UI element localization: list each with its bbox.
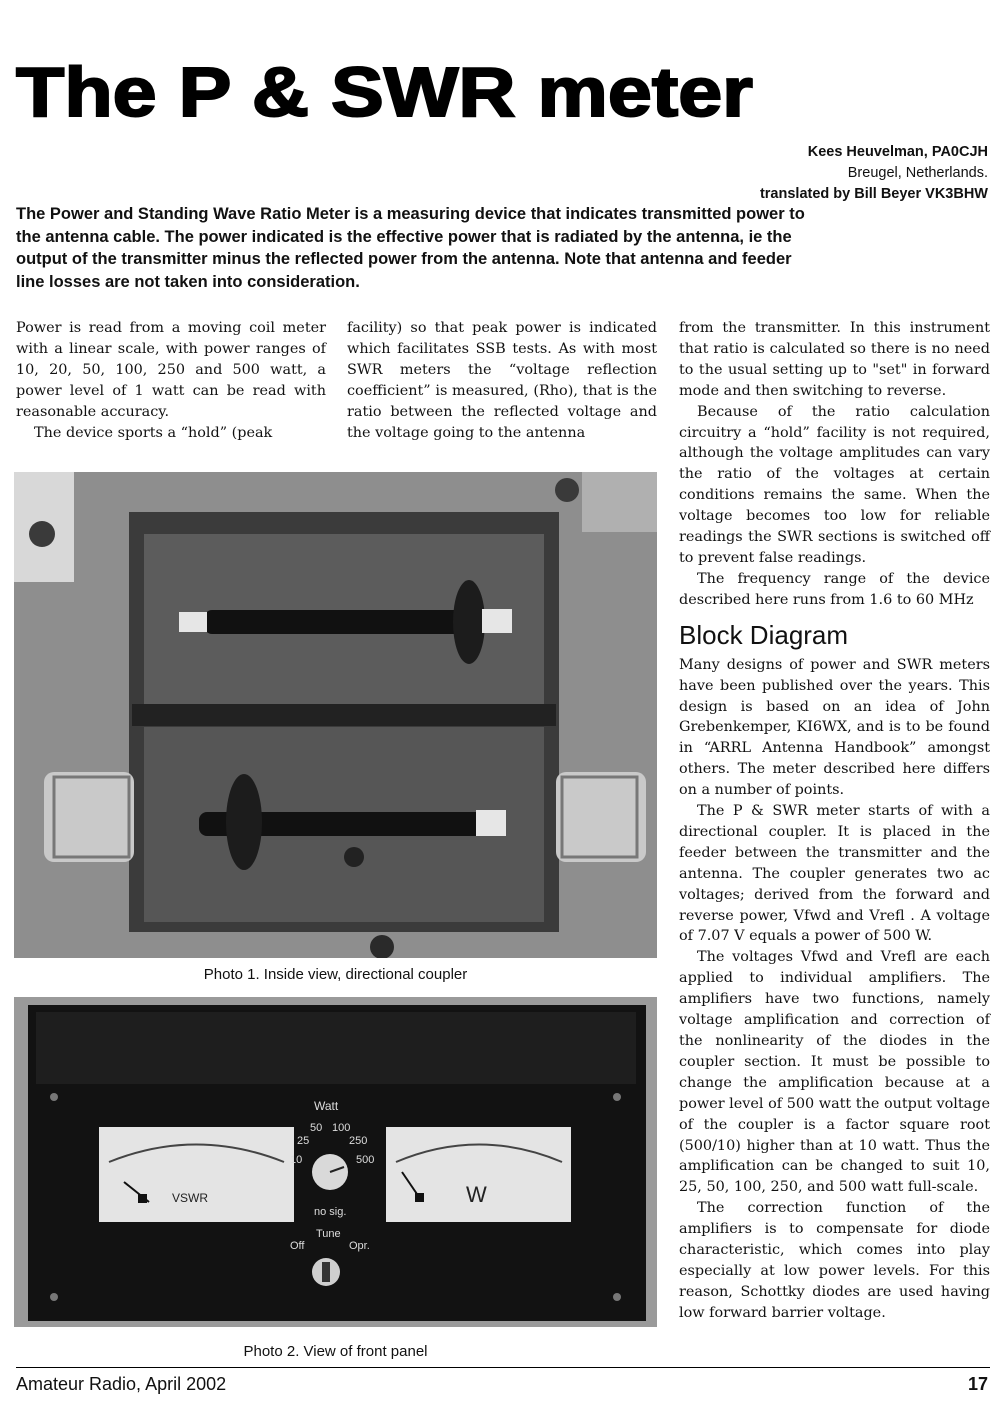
coupler-photo-image xyxy=(14,472,657,958)
author: Kees Heuvelman, PA0CJH xyxy=(807,144,988,160)
range-50: 50 xyxy=(310,1122,323,1134)
range-250: 250 xyxy=(349,1135,368,1147)
byline xyxy=(760,142,988,205)
range-25: 25 xyxy=(297,1135,310,1147)
range-500: 500 xyxy=(356,1154,375,1166)
paragraph: The correction function of the amplifiers is to compensate for diode characteristic, which comes into play especially at low power levels. For this reason, Schottky diodes are used having low forward barrier voltage. xyxy=(679,1200,990,1321)
watt-meter-label: W xyxy=(466,1182,487,1207)
page-number: 17 xyxy=(967,1374,988,1394)
column-3 xyxy=(679,318,990,1324)
footer-rule xyxy=(16,1367,990,1368)
article-title: The P & SWR meter xyxy=(16,53,753,131)
photo-inside-view xyxy=(14,472,657,958)
paragraph: The device sports a “hold” (peak xyxy=(34,424,273,441)
footer-publication: Amateur Radio, April 2002 xyxy=(16,1374,227,1394)
author-location: Breugel, Netherlands. xyxy=(847,165,988,181)
column-1 xyxy=(16,318,326,443)
front-panel-image xyxy=(14,997,657,1327)
paragraph: Because of the ratio calculation circuitry a “hold” facility is not required, although the voltage amplitudes can vary the ratio of the voltages at certain conditions remains the same. When the voltage becomes too low for reliable readings the SWR sections is switched off to prevent false readings. xyxy=(679,403,990,566)
paragraph: Power is read from a moving coil meter with a linear scale, with power ranges of 10, 20, 50, 100, 250 and 500 watt, a power level of 1 watt can be read with reasonable accuracy. xyxy=(16,320,326,420)
section-heading: Block Diagram xyxy=(679,619,849,650)
tune-label: Tune xyxy=(316,1228,341,1240)
lead-paragraph: The Power and Standing Wave Ratio Meter is a measuring device that indicates transmitted power to the antenna cable. The power indicated is the effective power that is radiated by the antenna, ie the output of the transmitter minus the reflected power from the antenna. Note that antenna and feeder line losses are not taken into consideration. xyxy=(16,205,805,291)
photo-front-panel xyxy=(14,997,657,1327)
no-sig-label: no sig. xyxy=(314,1206,347,1218)
paragraph: The voltages Vfwd and Vrefl are each applied to individual amplifiers. The amplifiers have two functions, namely voltage amplification and correction of the nonlinearity of the diodes in the coupler section. It must be possible to change the amplification because at a power level of 500 watt the output voltage of the coupler is a factor square root (500/10) higher than at 10 watt. Thus the amplification can be changed to suit 10, 25, 50, 100, 250, and 500 watt full-scale. xyxy=(679,949,990,1196)
translator: translated by Bill Beyer VK3BHW xyxy=(759,186,988,202)
vswr-label: VSWR xyxy=(172,1191,208,1205)
off-label: Off xyxy=(290,1240,305,1252)
paragraph: from the transmitter. In this instrument that ratio is calculated so there is no need to the usual setting up to "set" in forward mode and then switching to reverse. xyxy=(679,320,990,399)
paragraph: facility) so that peak power is indicated which facilitates SSB tests. As with most SWR meters the “voltage reflection coefficient” is measured, (Rho), that is the ratio between the reflected voltage and the voltage going to the antenna xyxy=(347,320,657,441)
opr-label: Opr. xyxy=(349,1240,370,1252)
paragraph: The frequency range of the device described here runs from 1.6 to 60 MHz xyxy=(679,570,990,608)
range-100: 100 xyxy=(332,1122,351,1134)
column-2 xyxy=(347,318,657,443)
paragraph: Many designs of power and SWR meters have been published over the years. This design is based on an idea of John Grebenkemper, KI6WX, and is to be found in “ARRL Antenna Handbook” amongst others. The meter described here differs on a number of points. xyxy=(679,656,990,799)
watt-label: Watt xyxy=(314,1099,339,1113)
photo-2-caption: Photo 2. View of front panel xyxy=(243,1343,428,1360)
paragraph: The P & SWR meter starts of with a directional coupler. It is placed in the feeder between the transmitter and the antenna. The coupler generates two ac voltages; derived from the forward and reverse power, Vfwd and Vrefl . A voltage of 7.07 V equals a power of 500 W. xyxy=(679,803,990,945)
range-10: 10 xyxy=(290,1154,303,1166)
photo-1-caption: Photo 1. Inside view, directional coupler xyxy=(203,966,468,983)
